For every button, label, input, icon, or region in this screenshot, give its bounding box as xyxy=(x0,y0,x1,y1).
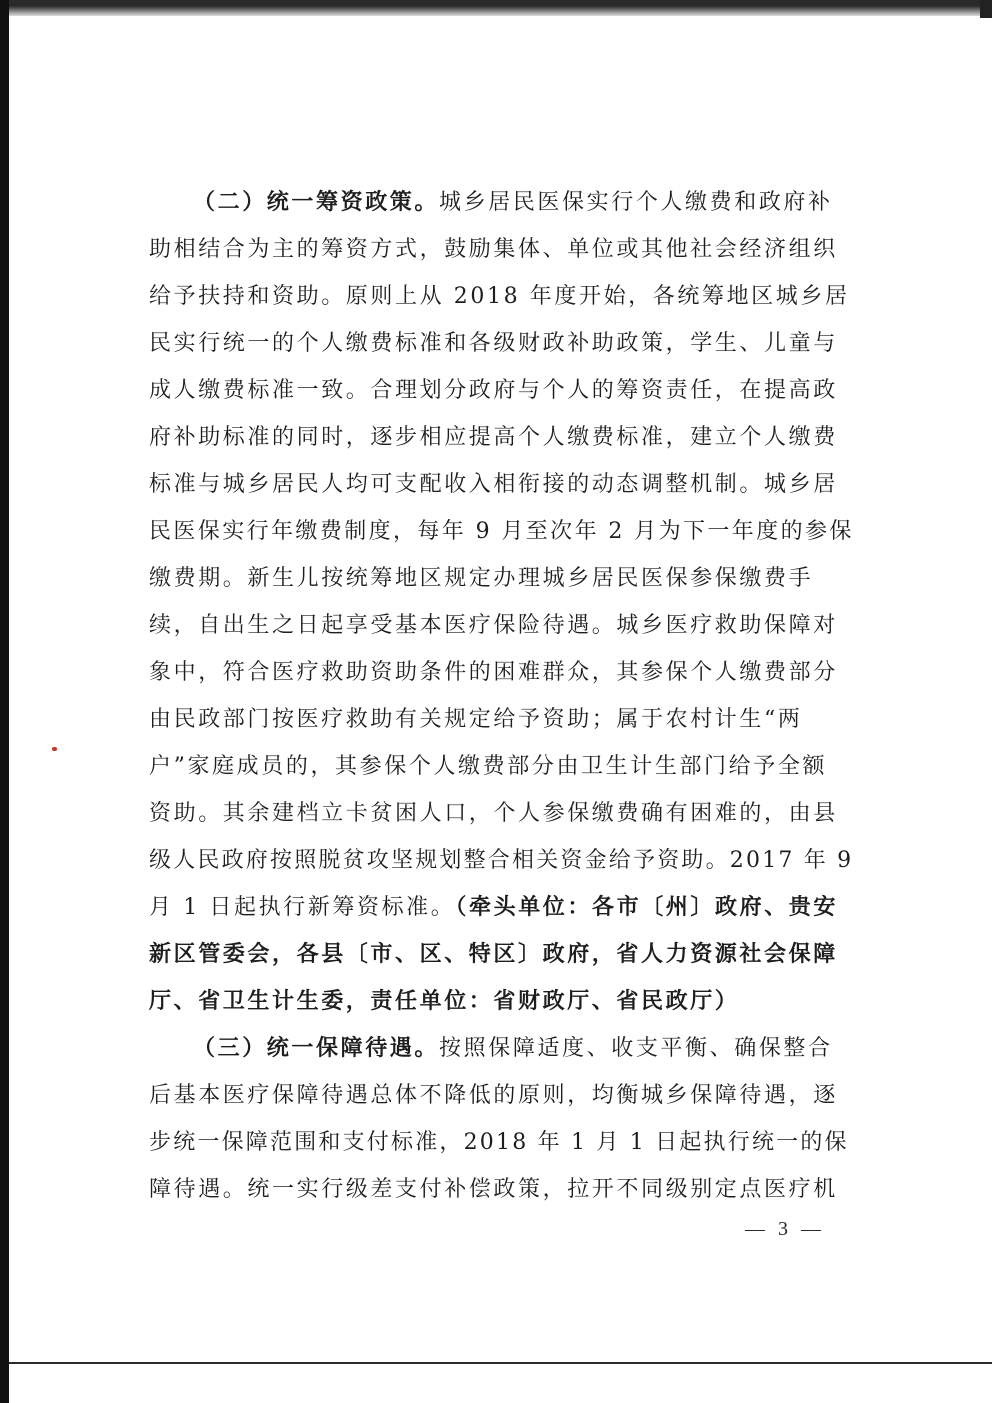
text-run: 成人缴费标准一致。合理划分政府与个人的筹资责任，在提高政 xyxy=(149,378,838,403)
document-body xyxy=(149,179,855,1213)
text-line xyxy=(149,837,855,884)
text-run: 步统一保障范围和支付标准，2018 年 1 月 1 日起执行统一的保 xyxy=(149,1130,849,1155)
text-line xyxy=(149,1072,855,1119)
text-run: 城乡居民医保实行个人缴费和政府补 xyxy=(439,190,833,215)
section-heading: （二）统一筹资政策。 xyxy=(193,190,440,215)
text-line xyxy=(149,743,855,790)
text-line xyxy=(149,1166,855,1213)
scan-speck xyxy=(52,747,57,751)
text-run: 标准与城乡居民人均可支配收入相衔接的动态调整机制。城乡居 xyxy=(149,472,838,497)
text-run: 缴费期。新生儿按统筹地区规定办理城乡居民医保参保缴费手 xyxy=(149,566,814,591)
text-line xyxy=(149,1025,855,1072)
text-run: 府补助标准的同时，逐步相应提高个人缴费标准，建立个人缴费 xyxy=(149,425,838,450)
text-line xyxy=(149,414,855,461)
lead-unit-note: 新区管委会，各县〔市、区、特区〕政府，省人力资源社会保障 xyxy=(149,942,838,967)
scan-top-edge xyxy=(9,0,992,16)
text-line xyxy=(149,790,855,837)
scan-left-edge xyxy=(0,0,9,1403)
text-run: 由民政部门按医疗救助有关规定给予资助；属于农村计生“两 xyxy=(149,707,803,732)
text-run: 助相结合为主的筹资方式，鼓励集体、单位或其他社会经济组织 xyxy=(149,237,838,262)
text-line xyxy=(149,978,855,1025)
text-line xyxy=(149,696,855,743)
text-line xyxy=(149,555,855,602)
text-line xyxy=(149,320,855,367)
scan-bottom-edge xyxy=(9,1362,992,1364)
text-run: 资助。其余建档立卡贫困人口，个人参保缴费确有困难的，由县 xyxy=(149,801,838,826)
text-line xyxy=(149,649,855,696)
text-run: 后基本医疗保障待遇总体不降低的原则，均衡城乡保障待遇，逐 xyxy=(149,1083,838,1108)
lead-unit-note: （牵头单位：各市〔州〕政府、贵安 xyxy=(455,895,838,920)
text-run: 民实行统一的个人缴费标准和各级财政补助政策，学生、儿童与 xyxy=(149,331,838,356)
text-run: 续，自出生之日起享受基本医疗保险待遇。城乡医疗救助保障对 xyxy=(149,613,838,638)
lead-unit-note: 厅、省卫生计生委，责任单位：省财政厅、省民政厅） xyxy=(149,989,740,1014)
text-line xyxy=(149,367,855,414)
scan-corner-mark xyxy=(980,0,992,18)
text-run: 级人民政府按照脱贫攻坚规划整合相关资金给予资助。2017 年 9 xyxy=(149,848,854,873)
text-run: 月 1 日起执行新筹资标准。 xyxy=(149,895,456,920)
text-line xyxy=(149,1119,855,1166)
text-run: 户”家庭成员的，其参保个人缴费部分由卫生计生部门给予全额 xyxy=(149,754,828,779)
text-run: 给予扶持和资助。原则上从 2018 年度开始，各统筹地区城乡居 xyxy=(149,284,850,309)
text-line xyxy=(149,884,855,931)
section-heading: （三）统一保障待遇。 xyxy=(193,1036,440,1061)
page-number: — 3 — xyxy=(745,1218,825,1240)
text-line xyxy=(149,226,855,273)
text-line xyxy=(149,508,855,555)
text-line xyxy=(149,602,855,649)
text-line xyxy=(149,273,855,320)
text-line xyxy=(149,179,855,226)
text-run: 障待遇。统一实行级差支付补偿政策，拉开不同级别定点医疗机 xyxy=(149,1177,838,1202)
text-run: 按照保障适度、收支平衡、确保整合 xyxy=(439,1036,833,1061)
text-line xyxy=(149,931,855,978)
text-run: 民医保实行年缴费制度，每年 9 月至次年 2 月为下一年度的参保 xyxy=(149,519,854,544)
text-line xyxy=(149,461,855,508)
text-run: 象中，符合医疗救助资助条件的困难群众，其参保个人缴费部分 xyxy=(149,660,838,685)
